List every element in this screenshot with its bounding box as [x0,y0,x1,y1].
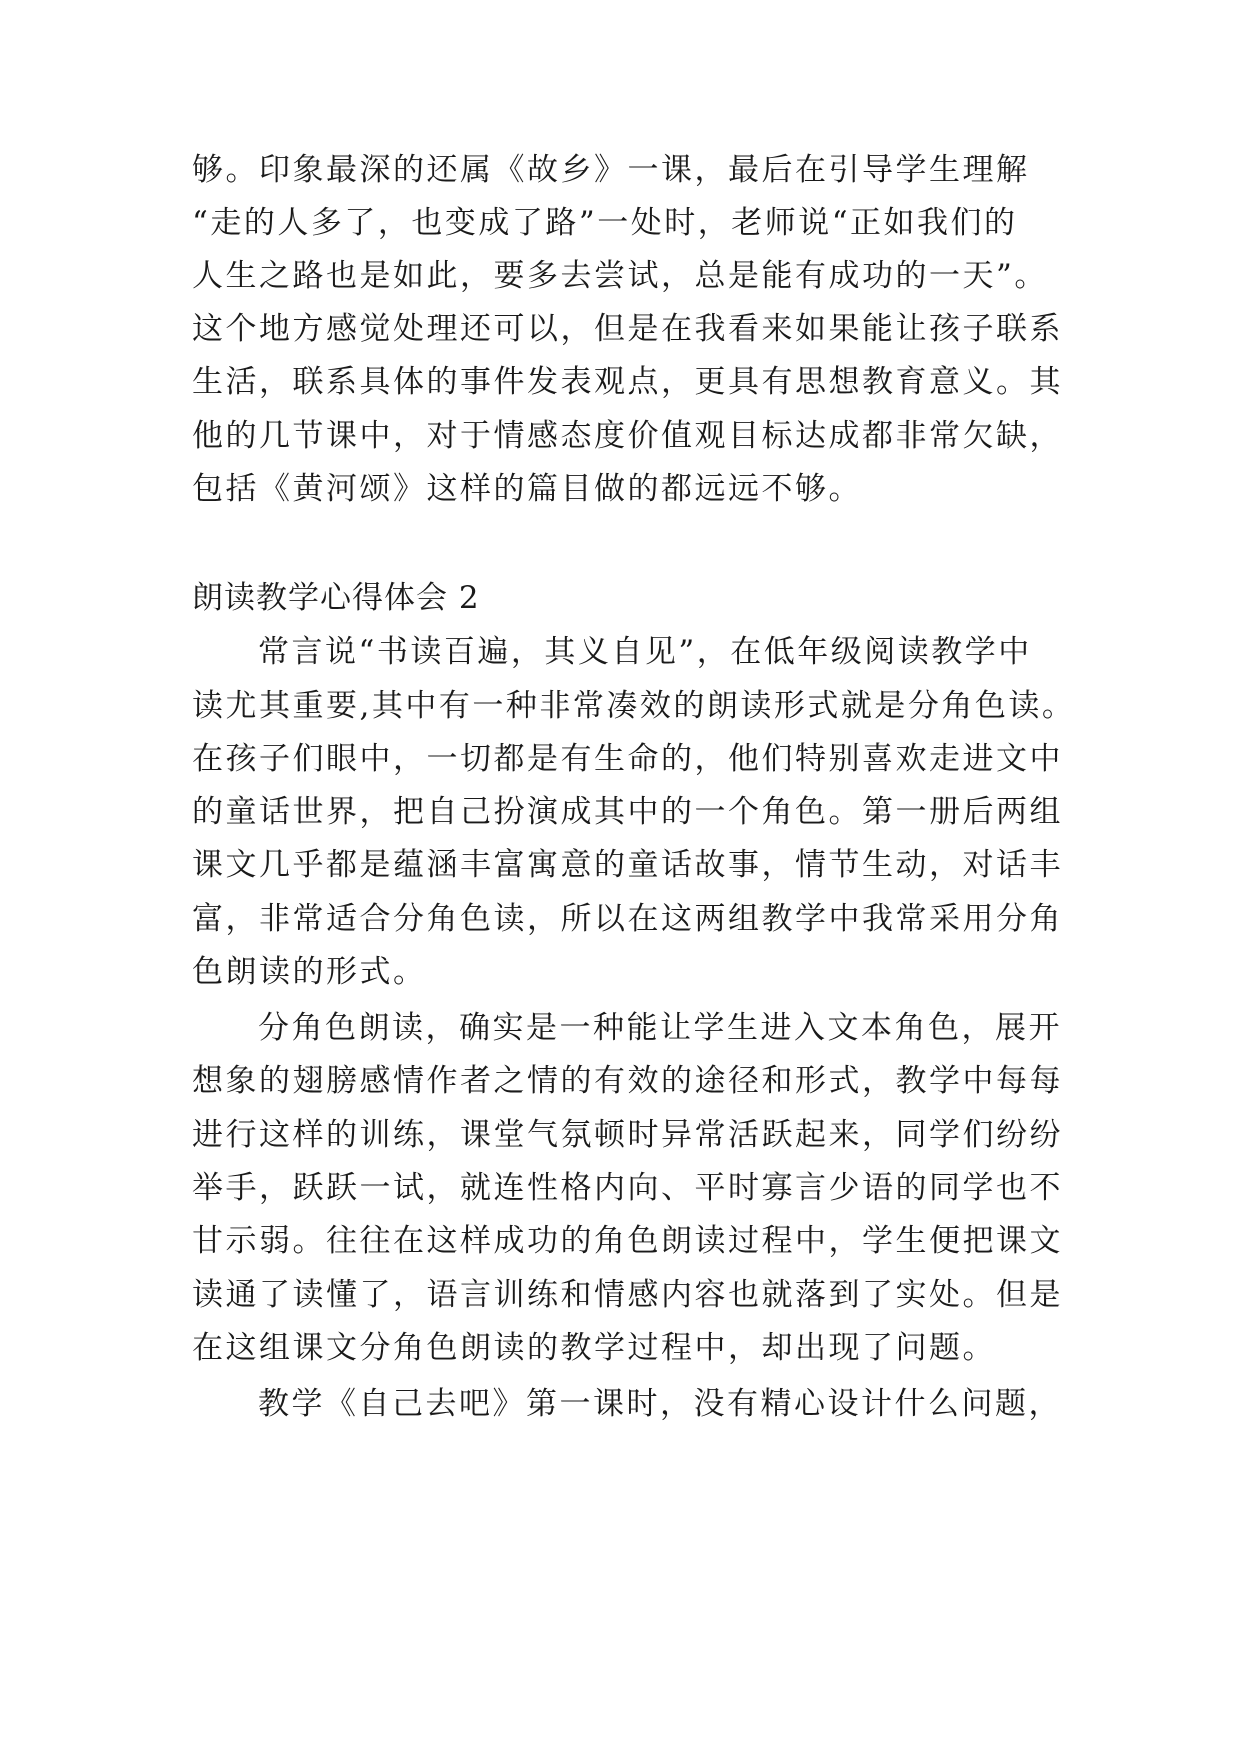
text-line: 甘示弱。往往在这样成功的角色朗读过程中，学生便把课文 [192,1223,1063,1259]
text-line: 够。印象最深的还属《故乡》一课，最后在引导学生理解 [192,152,1030,188]
text-line: 生活，联系具体的事件发表观点，更具有思想教育意义。其 [192,364,1063,400]
text-line: 课文几乎都是蕴涵丰富寓意的童话故事，情节生动，对话丰 [192,847,1063,883]
text-line: 想象的翅膀感情作者之情的有效的途径和形式，教学中每每 [192,1063,1063,1099]
text-line: 的童话世界，把自己扮演成其中的一个角色。第一册后两组 [192,794,1063,830]
text-line: 色朗读的形式。 [192,954,427,990]
text-line: 进行这样的训练，课堂气氛顿时异常活跃起来，同学们纷纷 [192,1117,1063,1153]
text-line: 读通了读懂了，语言训练和情感内容也就落到了实处。但是 [192,1277,1063,1313]
text-line: 他的几节课中，对于情感态度价值观目标达成都非常欠缺， [192,418,1063,454]
text-line: “走的人多了，也变成了路”一处时，老师说“正如我们的 [192,205,1018,241]
text-line: 在这组课文分角色朗读的教学过程中，却出现了问题。 [192,1330,996,1366]
text-line: 包括《黄河颂》这样的篇目做的都远远不够。 [192,471,862,507]
text-line: 常言说“书读百遍，其义自见”，在低年级阅读教学中 [258,634,1032,670]
text-line: 读尤其重要,其中有一种非常凑效的朗读形式就是分角色读。 [192,688,1076,724]
text-line: 教学《自己去吧》第一课时，没有精心设计什么问题， [258,1386,1062,1422]
text-line: 分角色朗读，确实是一种能让学生进入文本角色，展开 [258,1010,1062,1046]
section-title: 朗读教学心得体会 2 [192,580,480,616]
text-line: 举手，跃跃一试，就连性格内向、平时寡言少语的同学也不 [192,1170,1063,1206]
text-line: 人生之路也是如此，要多去尝试，总是能有成功的一天”。 [192,258,1048,294]
text-line: 在孩子们眼中，一切都是有生命的，他们特别喜欢走进文中 [192,741,1063,777]
text-line: 这个地方感觉处理还可以，但是在我看来如果能让孩子联系 [192,311,1063,347]
text-line: 富，非常适合分角色读，所以在这两组教学中我常采用分角 [192,901,1063,937]
